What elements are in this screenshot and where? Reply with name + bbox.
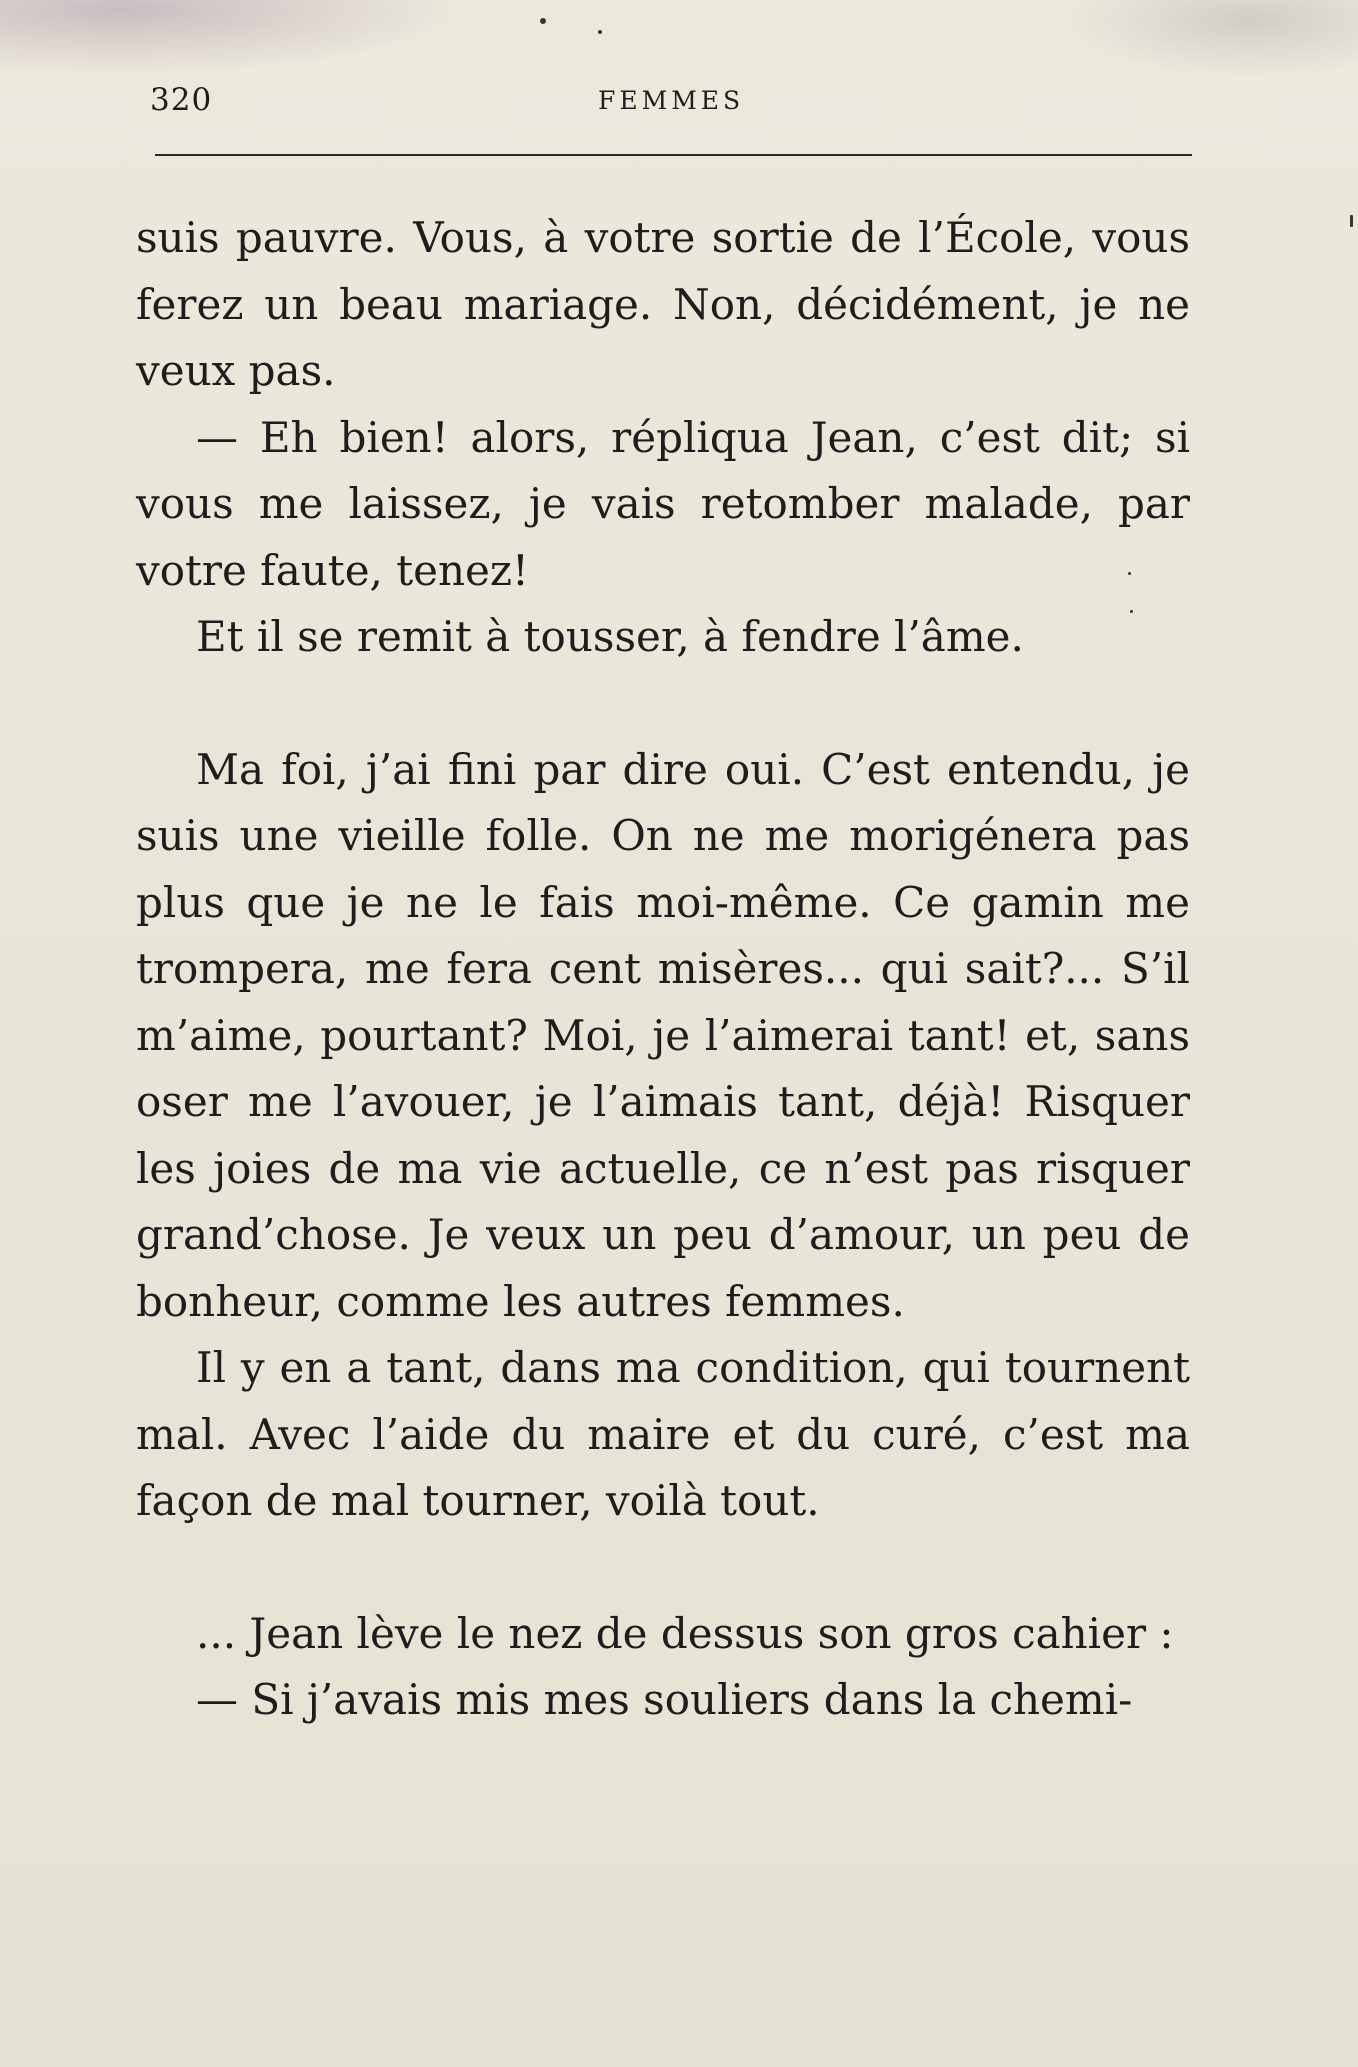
paragraph-5: Il y en a tant, dans ma condition, qui tournent mal. Avec l’aide du maire et du curé, c’est ma façon de mal tourner, voilà tout. xyxy=(136,1343,1190,1525)
section-gap xyxy=(136,671,1190,737)
paragraph-3: Et il se remit à tousser, à fendre l’âme. xyxy=(196,612,1024,661)
paragraph-7: — Si j’avais mis mes souliers dans la chemi- xyxy=(196,1675,1133,1724)
ink-speck xyxy=(1128,572,1131,575)
running-title: FEMMES xyxy=(598,86,745,115)
running-head xyxy=(150,82,1195,122)
section-gap xyxy=(136,1535,1190,1601)
paragraph-4: Ma foi, j’ai fini par dire oui. C’est entendu, je suis une vieille folle. On ne me morigénera pas plus que je ne le fais moi-même. Ce gamin me trompera, me fera cent misères... qui sait?... S’il m’aime, pourtant? Moi, je l’aimerai tant! et, sans oser me l’avouer, je l’aimais tant, déjà! Risquer les joies de ma vie actuelle, ce n’est pas risquer grand’chose. Je veux un peu d’amour, un peu de bonheur, comme les autres femmes. xyxy=(136,744,1190,1326)
page-number: 320 xyxy=(150,82,213,118)
body-text xyxy=(136,205,1190,1734)
ink-speck xyxy=(598,30,602,34)
header-rule xyxy=(155,154,1192,156)
ink-speck xyxy=(1350,215,1353,227)
paragraph-6: ... Jean lève le nez de dessus son gros cahier : xyxy=(196,1608,1174,1658)
paragraph-1: suis pauvre. Vous, à votre sortie de l’École, vous ferez un beau mariage. Non, décidément, je ne veux pas. xyxy=(136,213,1190,395)
ink-speck xyxy=(1130,610,1133,613)
ink-speck xyxy=(540,18,546,24)
paragraph-2: — Eh bien! alors, répliqua Jean, c’est dit; si vous me laissez, je vais retomber malade, par votre faute, tenez! xyxy=(136,412,1190,595)
